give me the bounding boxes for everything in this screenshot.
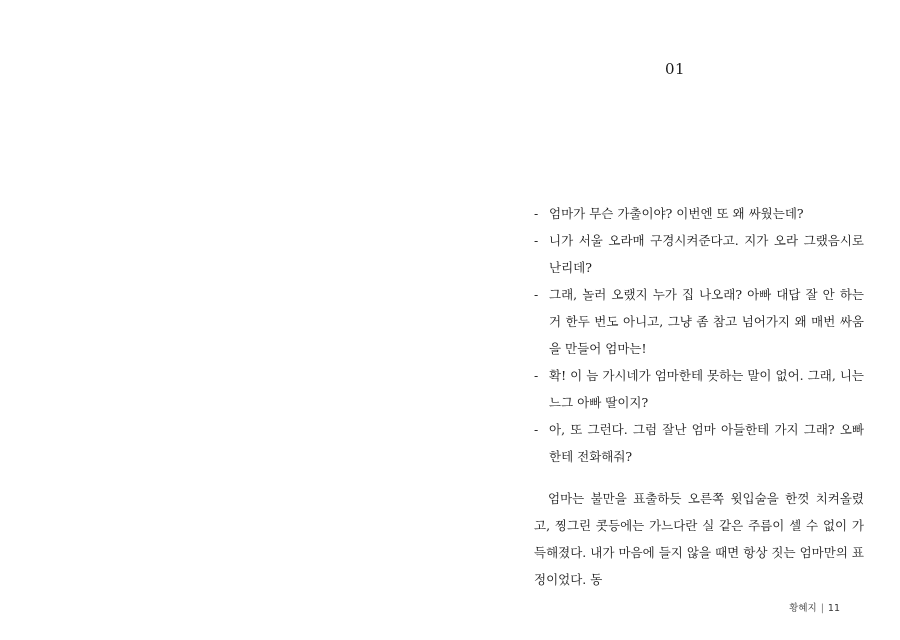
dialogue-line (534, 200, 864, 227)
chapter-number: 01 (664, 60, 686, 78)
dialogue-line (534, 227, 864, 281)
footer-author: 황혜지 (789, 603, 817, 614)
dialogue-dash: - (534, 368, 539, 383)
dialogue-text: 니가 서울 오라매 구경시켜준다고. 지가 오라 그랬음시로 난리데? (549, 233, 864, 275)
dialogue-text: 아, 또 그런다. 그럼 잘난 엄마 아들한테 가지 그래? 오빠한테 전화해줘? (549, 422, 864, 464)
footer-separator: | (820, 603, 824, 614)
page-number: 11 (827, 603, 840, 614)
dialogue-list (534, 200, 864, 470)
dialogue-dash: - (534, 233, 539, 248)
dialogue-text: 확! 이 늠 가시네가 엄마한테 못하는 말이 없어. 그래, 니는 느그 아빠 딸이지? (549, 368, 864, 410)
dialogue-line (534, 416, 864, 470)
dialogue-dash: - (534, 287, 539, 302)
dialogue-text: 엄마가 무슨 가출이야? 이번엔 또 왜 싸웠는데? (549, 206, 804, 221)
dialogue-line (534, 362, 864, 416)
dialogue-text: 그래, 놀러 오랬지 누가 집 나오래? 아빠 대답 잘 안 하는 거 한두 번도 아니고, 그냥 좀 참고 넘어가지 왜 매번 싸움을 만들어 엄마는! (549, 287, 864, 356)
right-page (450, 0, 900, 640)
dialogue-line (534, 281, 864, 362)
dialogue-dash: - (534, 422, 539, 437)
page-footer (789, 600, 840, 614)
narrative-paragraph: 엄마는 불만을 표출하듯 오른쪽 윗입술을 한껏 치켜올렸고, 찡그린 콧등에는 가느다란 실 같은 주름이 셀 수 없이 가득해졌다. 내가 마음에 들지 않을 때면 항상 짓는 엄마만의 표정이었다. 동 (534, 491, 864, 587)
dialogue-dash: - (534, 206, 539, 221)
